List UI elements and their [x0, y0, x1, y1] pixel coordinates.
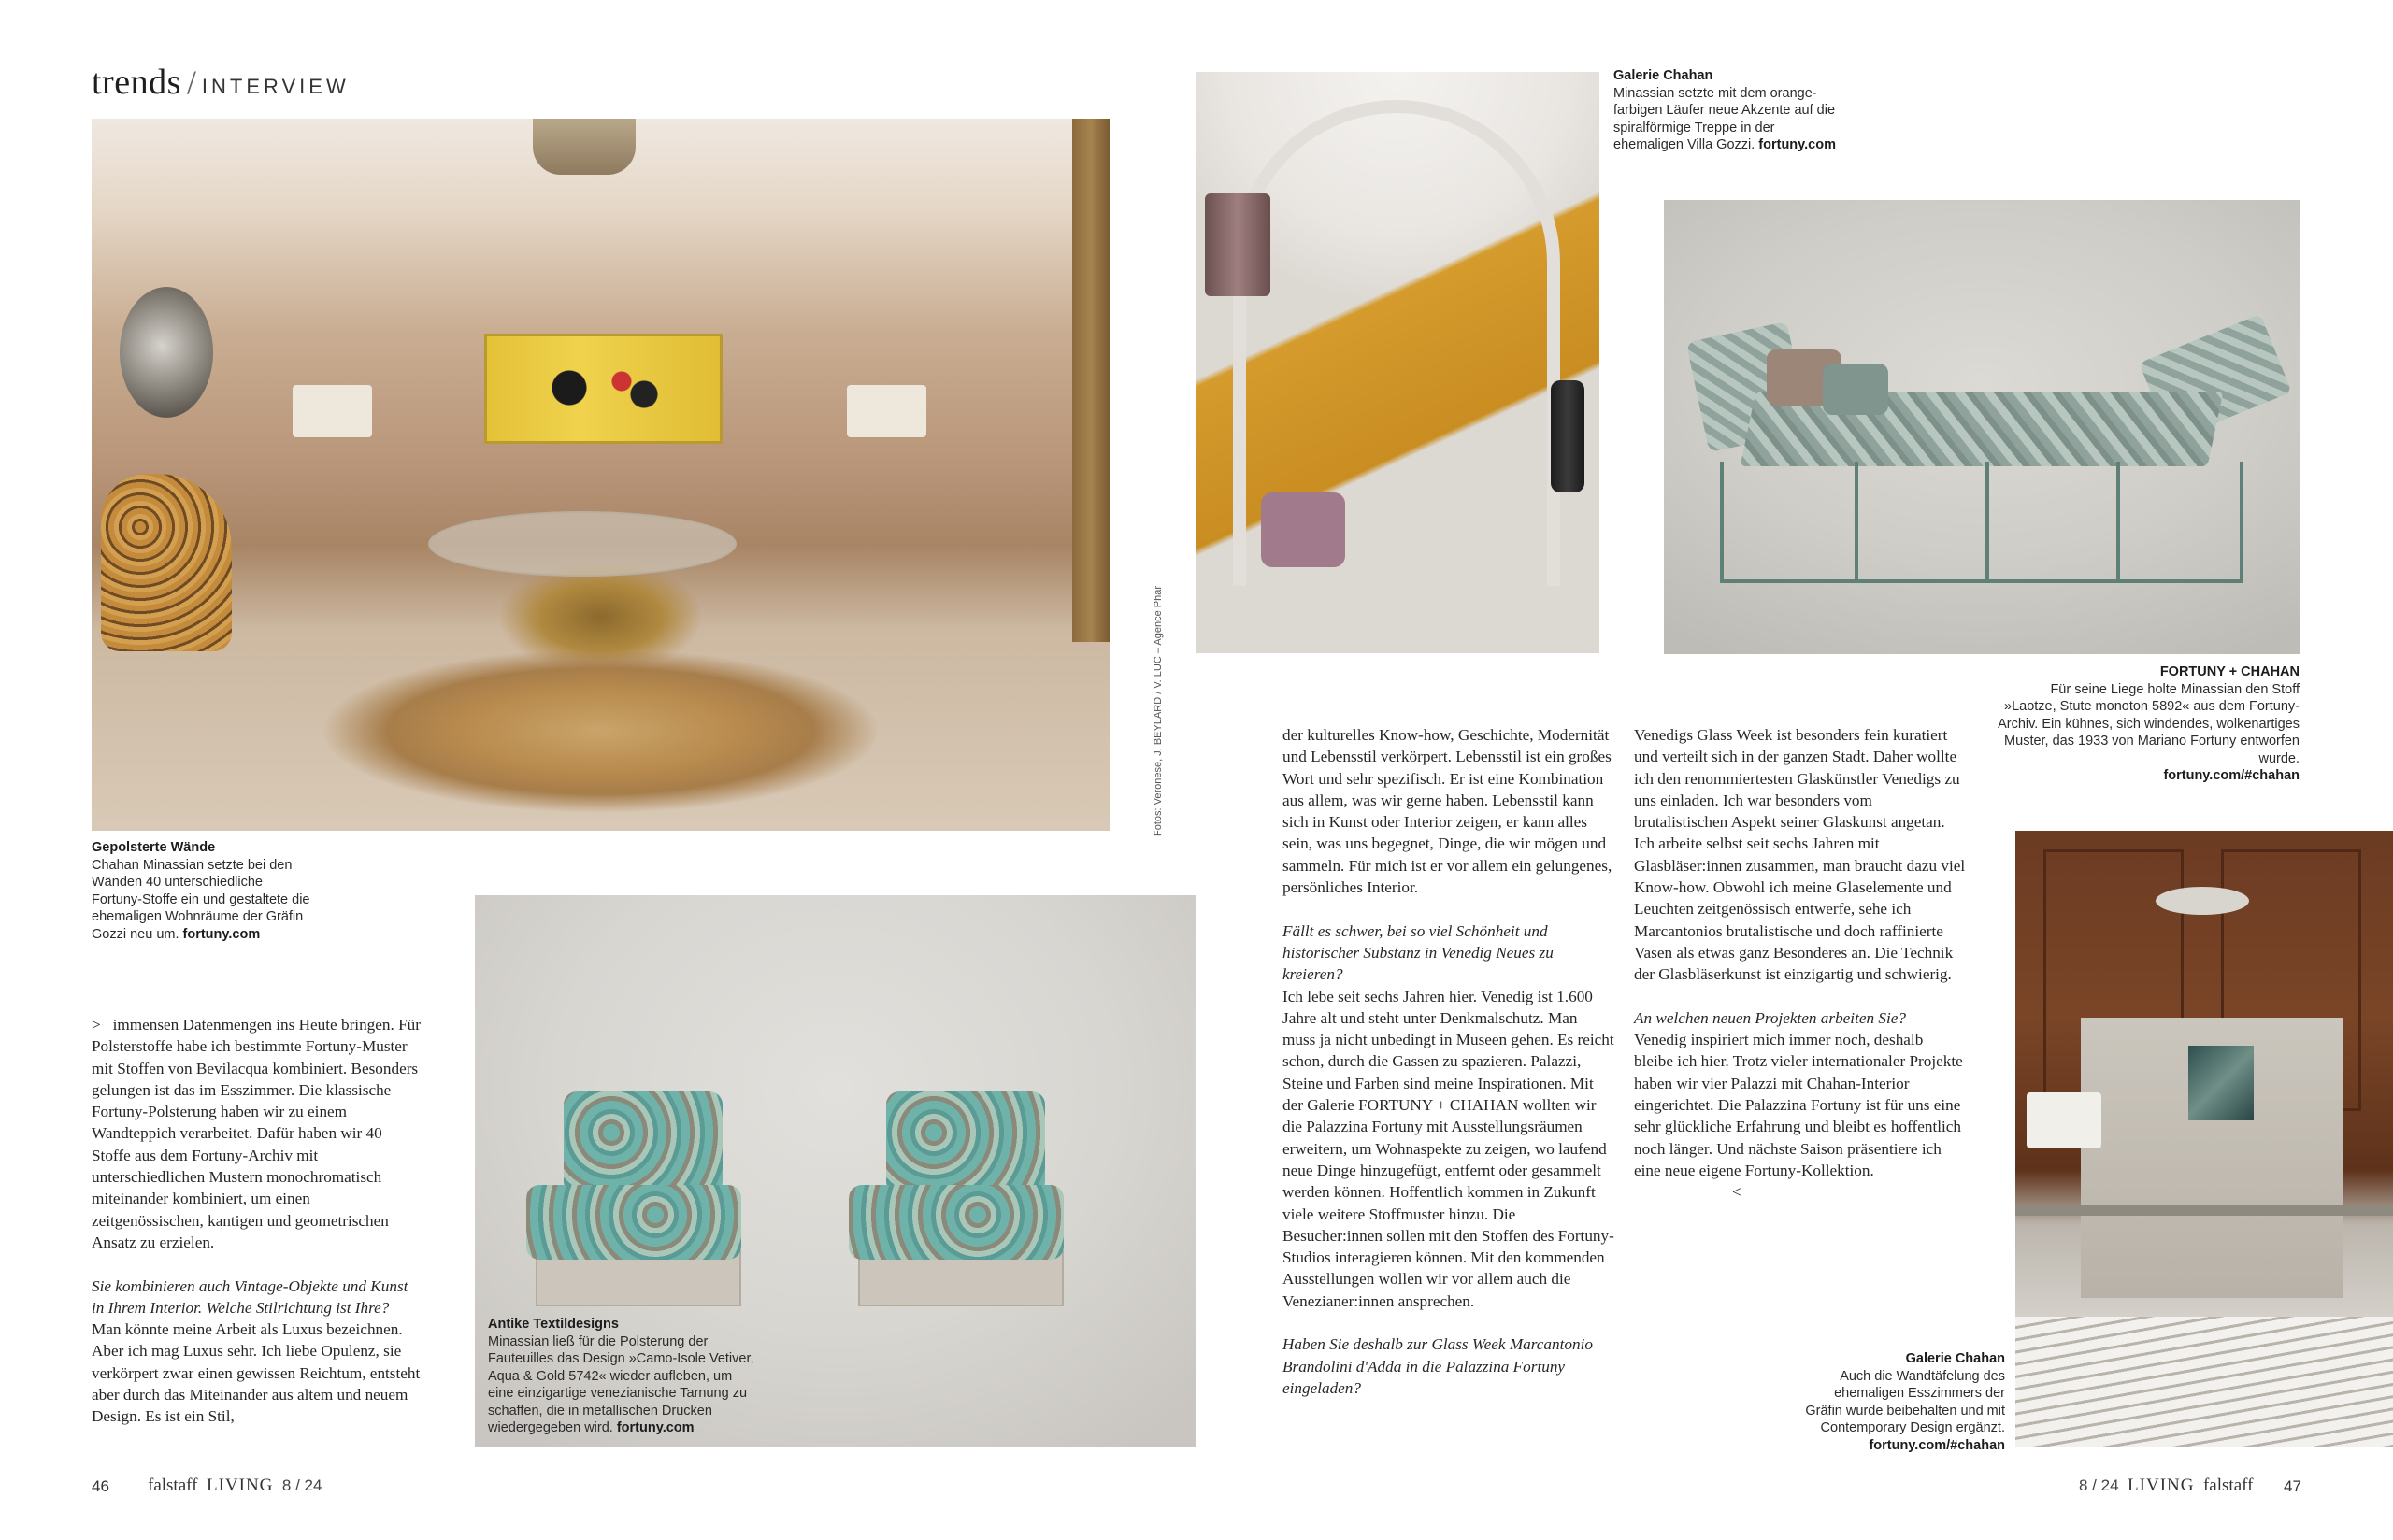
section-title: trends [92, 63, 181, 102]
subsection-title: INTERVIEW [201, 75, 350, 98]
magazine-name: LIVING [206, 1476, 274, 1495]
caption-text: Chahan Minassian setzte bei den Wänden 40 unterschiedliche Fortuny-Stoffe ein und gestaltete die ehemaligen Wohnräume der Gräfin Gozzi neu um. [92, 857, 310, 942]
chandelier-graphic [533, 119, 636, 175]
dining-room-photo [92, 119, 1110, 831]
glass-table-graphic [428, 511, 737, 577]
rug-graphic [2015, 1317, 2393, 1447]
article-paragraph: Venedigs Glass Week ist besonders fein kuratiert und verteilt sich in der ganzen Stadt. Daher wollte ich den renommiertesten Glaskünstler Venedigs zu uns einladen. Ich war besonders vom brutalistischen Aspekt seiner Glaskunst angetan. Ich arbeite selbst seit sechs Jahren mit Glasbläser:innen zusammen, man braucht dazu viel Know-how. Obwohl ich meine Glaselemente und Leuchten zeitgenössisch entwerfe, sehe ich Marcantonios brutalistische und doch raffinierte Vasen als etwas ganz Besonderes an. Die Technik der Glasbläserkunst ist einzigartig und schwierig. [1634, 726, 1966, 984]
caption-title: Antike Textildesigns [488, 1317, 619, 1332]
pillow-graphic [1823, 364, 1888, 415]
armchair-graphic [849, 1091, 1064, 1316]
armchair-graphic [1261, 492, 1345, 567]
article-column-2 [1282, 724, 1614, 1399]
pendant-lamp-graphic [1205, 193, 1270, 296]
interview-question: Fällt es schwer, bei so viel Schönheit und historischer Substanz in Venedig Neues zu kreieren? [1282, 921, 1554, 984]
article-paragraph: Venedig inspiriert mich immer noch, deshalb bleibe ich hier. Trotz vieler internationaler Projekte haben wir vier Palazzi mit Chahan-Interior eingerichtet. Die Palazzina Fortuny ist für uns eine sehr glückliche Erfahrung und bleibt es hoffentlich noch länger. Und nächste Saison präsentiere ich eine neue eigene Fortuny-Kollektion.< [1634, 1031, 1963, 1202]
caption-armchairs [488, 1316, 759, 1437]
caption-link[interactable]: fortuny.com [182, 926, 261, 942]
leopard-chair-graphic [101, 474, 232, 651]
lamp-graphic [847, 385, 926, 437]
article-paragraph: Man könnte meine Arbeit als Luxus bezeichnen. Aber ich mag Luxus sehr. Ich liebe Opulenz, sie verkörpert zwar einen gewissen Reichtum, entsteht aber durch das Miteinander aus altem und neuem Design. Es ist ein Stil, [92, 1320, 421, 1426]
brand-name: falstaff [2202, 1476, 2254, 1495]
caption-title: Galerie Chahan [1905, 1351, 2005, 1366]
issue-number: 8 / 24 [281, 1476, 322, 1494]
section-separator: / [186, 64, 196, 101]
end-mark-icon: < [1732, 1183, 1741, 1202]
yellow-artwork-graphic [484, 334, 723, 444]
article-paragraph: der kulturelles Know-how, Geschichte, Modernität und Lebensstil verkörpert. Lebensstil ist ein großes Wort und sehr spezifisch. Er ist eine Kombination aus allem, was wir gerne haben. Lebensstil kann sich in Kunst oder Interior zeigen, er kann alles sein, was uns begegnet, Dinge, die wir mögen und sammeln. Für mich ist er vor allem ein gelungenes, persönliches Interior. [1282, 726, 1612, 897]
photo-credit: Fotos: Veronese, J. BEYLARD / V. LUC – Agence Phar [1153, 585, 1164, 836]
interview-question: An welchen neuen Projekten arbeiten Sie? [1634, 1008, 1906, 1027]
page-number-left: 46 [92, 1477, 109, 1495]
magazine-name: LIVING [2128, 1476, 2195, 1495]
curtain-graphic [1072, 119, 1110, 642]
caption-link[interactable]: fortuny.com/#chahan [1869, 1437, 2005, 1453]
interview-question: Haben Sie deshalb zur Glass Week Marcantonio Brandolini d'Adda in die Palazzina Fortuny eingeladen? [1282, 1335, 1593, 1397]
caption-panelled-room [1795, 1350, 2005, 1454]
caption-title: Galerie Chahan [1613, 68, 1713, 83]
issue-number: 8 / 24 [2079, 1476, 2119, 1494]
daybed-frame-graphic [1720, 462, 2243, 583]
daybed-photo [1664, 200, 2300, 654]
caption-dining [92, 839, 316, 943]
article-paragraph: Ich lebe seit sechs Jahren hier. Venedig ist 1.600 Jahre alt und steht unter Denkmalschutz. Man muss ja nicht unbedingt in Museen gehen. Es reicht schon, durch die Gassen zu spazieren. Palazzi, Steine und Farben sind meine Inspirationen. Mit der Galerie FORTUNY + CHAHAN wollten wir die Palazzina Fortuny mit Ausstellungsräumen erweitern, um Wohnaspekte zu zeigen, wo laufend neue Dinge hinzugefügt, entfernt oder gesammelt werden können. Hoffentlich kommen in Zukunft viele weitere Stoffmuster hinzu. Die Besucher:innen sollen mit den Stoffen des Fortuny-Studios interagieren können. Mit den kommenden Ausstellungen wollen wir vor allem auch die Venezianer:innen ansprechen. [1282, 987, 1614, 1310]
continuation-arrow-icon: > [92, 1016, 101, 1034]
lamp-graphic [2027, 1092, 2101, 1148]
caption-link[interactable]: fortuny.com/#chahan [2163, 768, 2300, 783]
interview-question: Sie kombinieren auch Vintage-Objekte und Kunst in Ihrem Interior. Welche Stilrichtung ist Ihre? [92, 1276, 408, 1317]
caption-link[interactable]: fortuny.com [1758, 137, 1836, 152]
mirror-graphic [120, 287, 213, 418]
section-header [92, 62, 350, 103]
lamp-graphic [293, 385, 372, 437]
article-column-1 [92, 1014, 423, 1428]
article-column-3 [1634, 724, 1966, 1204]
panelled-dining-room-photo [2015, 831, 2393, 1447]
caption-title: FORTUNY + CHAHAN [2159, 664, 2300, 679]
article-paragraph: > immensen Datenmengen ins Heute bringen. Für Polsterstoffe habe ich bestimmte Fortuny-Muster mit Stoffen von Bevilacqua kombiniert. Besonders gelungen ist das im Esszimmer. Die klassische Fortuny-Polsterung haben wir zu einem Wandteppich verarbeitet. Dafür haben wir 40 Stoffe aus dem Fortuny-Archiv mit unterschiedlichen Mustern monochromatisch miteinander kombiniert, um einen zeitgenössischen, kantigen und geometrischen Ansatz zu erzielen. [92, 1016, 421, 1251]
caption-text: Auch die Wandtäfelung des ehemaligen Esszimmers der Gräfin wurde beibehalten und mit Contemporary Design ergänzt. [1805, 1368, 2005, 1435]
artwork-graphic [2188, 1046, 2254, 1120]
glass-table-graphic [2015, 1205, 2393, 1216]
caption-daybed [1996, 663, 2300, 785]
armchair-graphic [526, 1091, 741, 1316]
caption-text: Minassian ließ für die Polsterung der Fauteuilles das Design »Camo-Isole Vetiver, Aqua & Gold 5742« wieder aufleben, um eine einzigartige venezianische Tarnung zu schaffen, die in metallischen Drucken wiedergegeben wird. [488, 1333, 754, 1435]
caption-stairs [1613, 67, 1838, 154]
chandelier-graphic [2156, 887, 2249, 915]
caption-text: Für seine Liege holte Minassian den Stoff »Laotze, Stute monoton 5892« aus dem Fortuny-Archiv. Ein kühnes, sich windendes, wolkenartiges Muster, das 1933 von Mariano Fortuny entworfen wurde. [1998, 681, 2300, 766]
footer-brand-right [2079, 1476, 2253, 1496]
caption-link[interactable]: fortuny.com [616, 1420, 695, 1435]
brand-name: falstaff [148, 1476, 198, 1495]
caption-title: Gepolsterte Wände [92, 840, 216, 855]
caption-text: Minassian setzte mit dem orangefarbigen Läufer neue Akzente auf die spiralförmige Treppe in der ehemaligen Villa Gozzi. [1613, 85, 1836, 152]
staircase-photo [1196, 72, 1599, 653]
page-number-right: 47 [2284, 1477, 2301, 1495]
footer-brand-left [148, 1476, 322, 1496]
pendant-lamp-graphic [1551, 380, 1584, 492]
